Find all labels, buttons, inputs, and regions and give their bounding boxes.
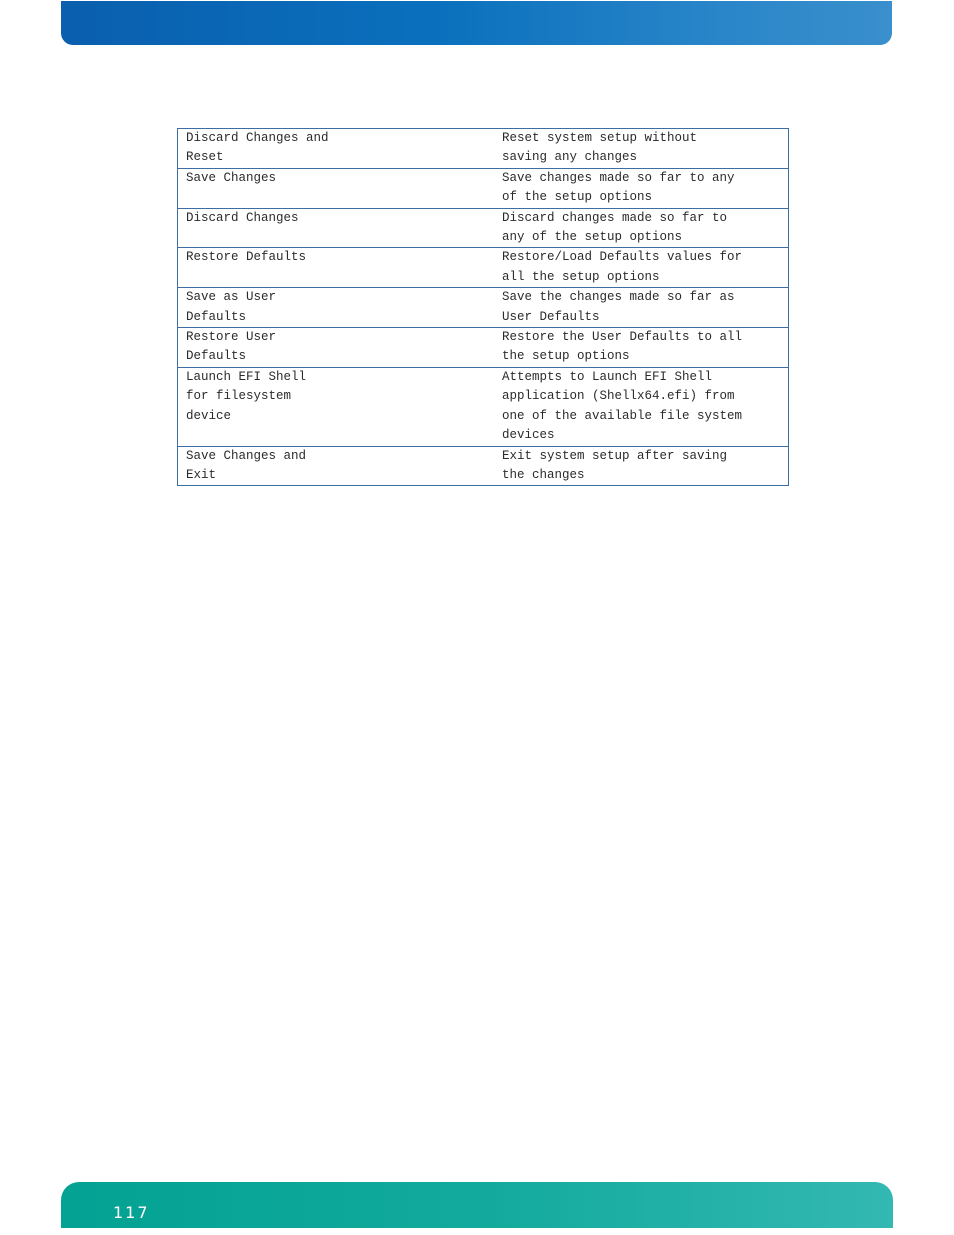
description-cell: Restore/Load Defaults values for all the setup options — [494, 248, 789, 288]
page-number: 117 — [113, 1203, 150, 1222]
description-cell: Save changes made so far to any of the setup options — [494, 168, 789, 208]
option-cell: Discard Changes — [178, 208, 495, 248]
option-cell: Discard Changes and Reset — [178, 129, 495, 169]
option-cell: Save Changes — [178, 168, 495, 208]
table-row — [178, 168, 789, 208]
table-row — [178, 367, 789, 446]
description-cell: Restore the User Defaults to all the setup options — [494, 328, 789, 368]
table-row — [178, 328, 789, 368]
save-exit-options-table — [177, 128, 789, 486]
description-cell: Discard changes made so far to any of the setup options — [494, 208, 789, 248]
description-cell: Attempts to Launch EFI Shell application (Shellx64.efi) from one of the available file system devices — [494, 367, 789, 446]
description-cell: Exit system setup after saving the changes — [494, 446, 789, 486]
option-cell: Restore User Defaults — [178, 328, 495, 368]
description-cell: Reset system setup without saving any changes — [494, 129, 789, 169]
description-cell: Save the changes made so far as User Defaults — [494, 288, 789, 328]
option-cell: Save as User Defaults — [178, 288, 495, 328]
header-bar — [61, 1, 892, 45]
table-row — [178, 288, 789, 328]
table-row — [178, 208, 789, 248]
option-cell: Restore Defaults — [178, 248, 495, 288]
option-cell: Save Changes and Exit — [178, 446, 495, 486]
table-row — [178, 446, 789, 486]
table-row — [178, 248, 789, 288]
table-row — [178, 129, 789, 169]
footer-bar — [61, 1182, 893, 1228]
option-cell: Launch EFI Shell for filesystem device — [178, 367, 495, 446]
